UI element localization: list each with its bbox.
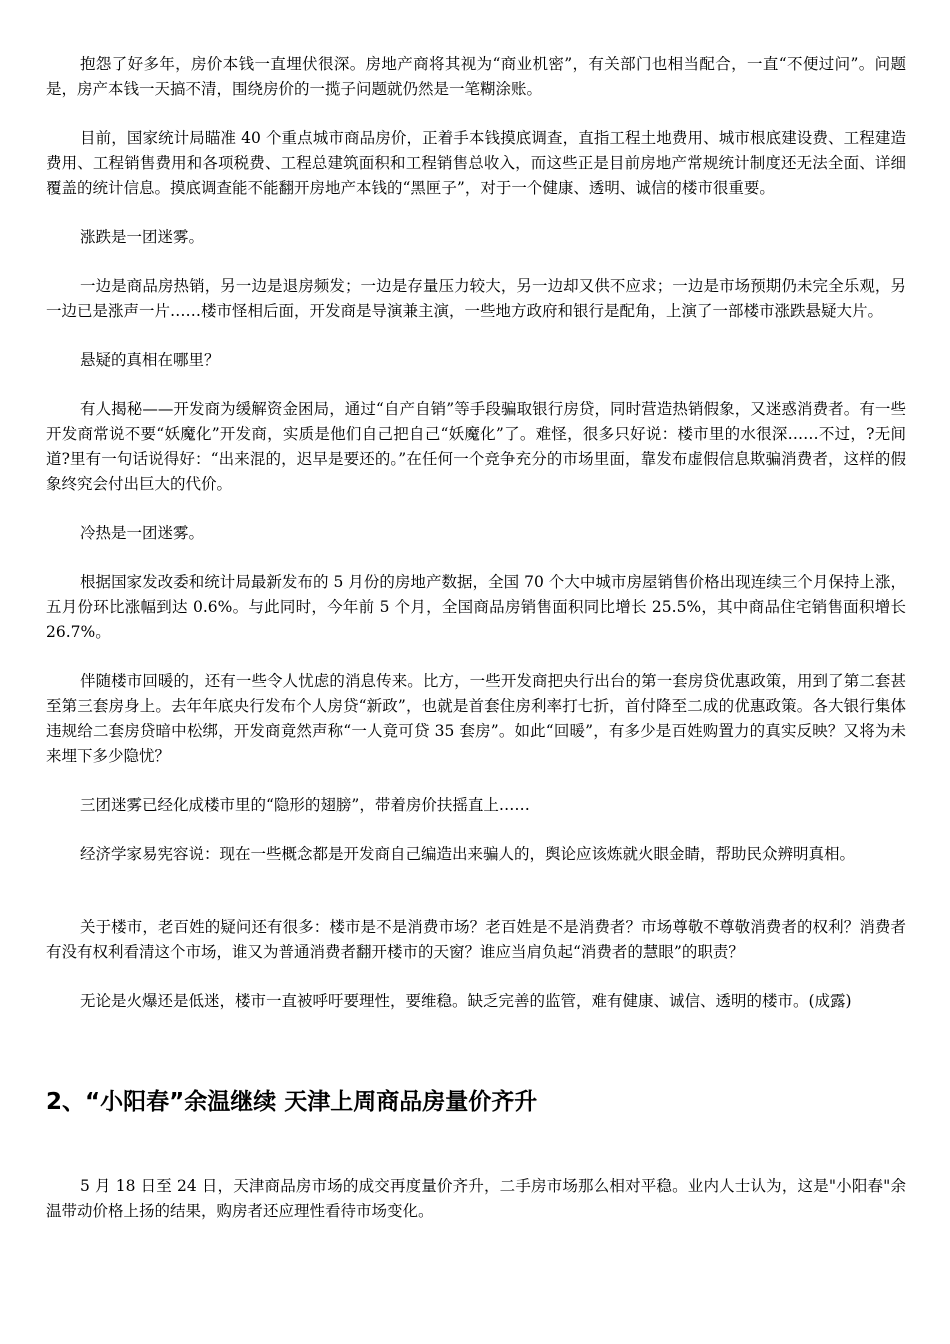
paragraph-statistics-survey: 目前，国家统计局瞄准 40 个重点城市商品房价，正着手本钱摸底调查，直指工程土地费用、城市根底建设费、工程建造费用、工程销售费用和各项税费、工程总建筑面积和工程销售总收入，而这些正是目前房地产常规统计制度还无法全面、详细覆盖的统计信息。摸底调查能不能翻开房地产本钱的“黑匣子”，对于一个健康、透明、诚信的楼市很重要。 <box>46 129 906 197</box>
document-page <box>46 52 906 1248</box>
paragraph-truth-question: 悬疑的真相在哪里？ <box>80 351 220 369</box>
paragraph-hot-cold-fog: 冷热是一团迷雾。 <box>80 524 205 542</box>
paragraph-cost-secrecy: 抱怨了好多年，房价本钱一直埋伏很深。房地产商将其视为“商业机密”，有关部门也相当配合，一直“不便过问”。问题是，房产本钱一天搞不清，围绕房价的一揽子问题就仍然是一笔糊涂账。 <box>46 55 906 98</box>
paragraph-tianjin-market: 5 月 18 日至 24 日，天津商品房市场的成交再度量价齐升，二手房市场那么相对平稳。业内人士认为，这是"小阳春"余温带动价格上扬的结果，购房者还应理性看待市场变化。 <box>46 1177 906 1220</box>
paragraph-may-data: 根据国家发改委和统计局最新发布的 5 月份的房地产数据，全国 70 个大中城市房屋销售价格出现连续三个月保持上涨，五月份环比涨幅到达 0.6%。与此同时，今年前 5 个月，全国商品房销售面积同比增长 25.5%，其中商品住宅销售面积增长 26.7%。 <box>46 573 906 641</box>
paragraph-worrying-news: 伴随楼市回暖的，还有一些令人忧虑的消息传来。比方，一些开发商把央行出台的第一套房贷优惠政策，用到了第二套甚至第三套房身上。去年年底央行发布个人房贷“新政”，也就是首套住房利率打七折，首付降至二成的优惠政策。各大银行集体违规给二套房贷暗中松绑，开发商竟然声称“一人竟可贷 35 套房”。如此“回暖”，有多少是百姓购置力的真实反映？又将为未来埋下多少隐忧？ <box>46 672 906 765</box>
paragraph-market-oddities: 一边是商品房热销，另一边是退房频发；一边是存量压力较大，另一边却又供不应求；一边是市场预期仍未完全乐观，另一边已是涨声一片……楼市怪相后面，开发商是导演兼主演，一些地方政府和银行是配角，上演了一部楼市涨跌悬疑大片。 <box>46 277 906 320</box>
paragraph-rise-fall-fog: 涨跌是一团迷雾。 <box>80 228 205 246</box>
paragraph-conclusion: 无论是火爆还是低迷，楼市一直被呼吁要理性，要维稳。缺乏完善的监管，难有健康、诚信、透明的楼市。(成露) <box>80 992 852 1010</box>
paragraph-developer-exposure: 有人揭秘——开发商为缓解资金困局，通过“自产自销”等手段骗取银行房贷，同时营造热销假象，又迷惑消费者。有一些开发商常说不要“妖魔化”开发商，实质是他们自己把自己“妖魔化”了。难怪，很多只好说：楼市里的水很深……不过，?无间道?里有一句话说得好：“出来混的，迟早是要还的。”在任何一个竞争充分的市场里面，靠发布虚假信息欺骗消费者，这样的假象终究会付出巨大的代价。 <box>46 400 906 493</box>
paragraph-invisible-wings: 三团迷雾已经化成楼市里的“隐形的翅膀”，带着房价扶摇直上…… <box>80 796 530 814</box>
paragraph-economist-quote: 经济学家易宪容说：现在一些概念都是开发商自己编造出来骗人的，舆论应该炼就火眼金睛，帮助民众辨明真相。 <box>80 845 856 863</box>
paragraph-public-questions: 关于楼市，老百姓的疑问还有很多：楼市是不是消费市场？老百姓是不是消费者？市场尊敬不尊敬消费者的权利？消费者有没有权利看清这个市场，谁又为普通消费者翻开楼市的天窗？谁应当肩负起“消费者的慧眼”的职责？ <box>46 918 906 961</box>
section-heading: 2、“小阳春”余温继续 天津上周商品房量价齐升 <box>46 1089 538 1115</box>
